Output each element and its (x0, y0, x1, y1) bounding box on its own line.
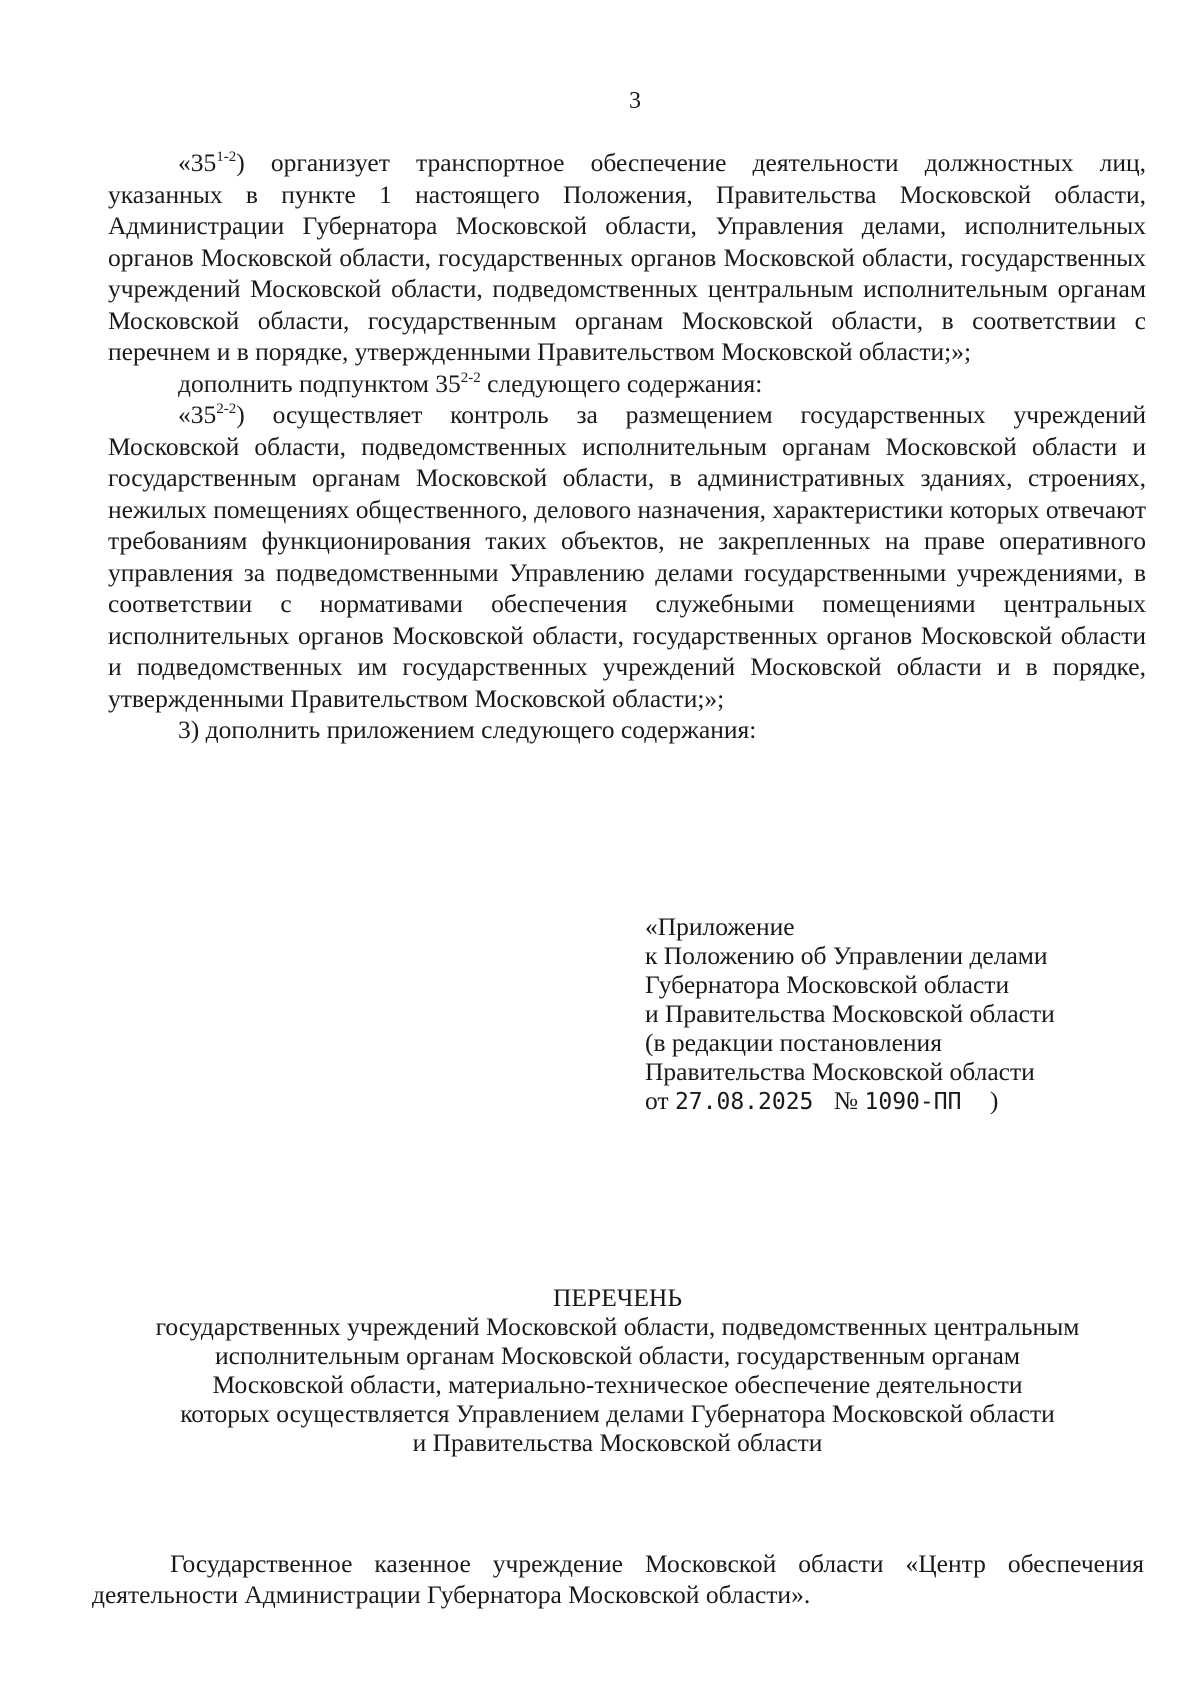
resolution-number: 1090-ПП (864, 1089, 962, 1115)
main-text (108, 147, 1146, 746)
list-title-block (0, 1283, 1200, 1457)
approval-line: Губернатора Московской области (645, 970, 1010, 999)
list-heading: ПЕРЕЧЕНЬ (553, 1283, 682, 1312)
list-title-line: Московской области, материально-техническое обеспечение деятельности (212, 1370, 1023, 1399)
approval-line: «Приложение (645, 912, 795, 941)
subclause-open: «35 (178, 400, 217, 429)
add-subclause-superscript: 2-2 (460, 369, 481, 386)
subclause-text: ) организует транспортное обеспечение деятельности должностных лиц, указанных в пункте 1 настоящего Положения, Правительства Московской области, Администрации Губернатора Московской области, Управления делами, исполнительных органов Московской области, государственных органов Московской области, государственных учреждений Московской области, подведомственных центральным исполнительным органам Московской области, государственным органам Московской области, в соответствии с перечнем и в порядке, утвержденными Правительством Московской области;»; (108, 148, 1146, 366)
paragraph-subclause-35-1-2 (108, 147, 1146, 368)
subclause-text: ) осуществляет контроль за размещением государственных учреждений Московской области, подведомственных исполнительным органам Московской области и государственным органам Московской области, в административных зданиях, строениях, нежилых помещениях общественного, делового назначения, характеристики которых отвечают требованиям функционирования таких объектов, не закрепленных на праве оперативного управления за подведомственными Управлению делами государственными учреждениями, в соответствии с нормативами обеспечения служебными помещениями центральных исполнительных органов Московской области, государственных органов Московской области и подведомственных им государственных учреждений Московской области и в порядке, утвержденными Правительством Московской области;»; (108, 400, 1146, 713)
institution-paragraph: Государственное казенное учреждение Московской области «Центр обеспечения деятельности Администрации Губернатора Московской области». (92, 1549, 1144, 1609)
list-title-line: государственных учреждений Московской области, подведомственных центральным (155, 1312, 1080, 1341)
list-title-line: и Правительства Московской области (412, 1428, 823, 1457)
approval-date-line (645, 1086, 1055, 1117)
approval-line: к Положению об Управлении делами (645, 941, 1048, 970)
paragraph-add-subclause (108, 368, 1146, 400)
appendix-approval-block (645, 912, 1055, 1117)
date-prefix: от (645, 1086, 669, 1115)
page-number: 3 (629, 88, 641, 114)
list-title-line: исполнительным органам Московской области, государственным органам (215, 1341, 1020, 1370)
approval-line: (в редакции постановления (645, 1028, 942, 1057)
number-sign: № (833, 1086, 859, 1115)
subclause-superscript: 1-2 (216, 149, 237, 165)
institution-entry (92, 1548, 1144, 1610)
approval-line: и Правительства Московской области (645, 999, 1055, 1028)
subclause-superscript: 2-2 (216, 401, 237, 417)
approval-line: Правительства Московской области (645, 1057, 1035, 1086)
add-subclause-tail: следующего содержания: (480, 368, 763, 398)
paragraph-subclause-35-2-2 (108, 399, 1146, 714)
add-appendix-text: 3) дополнить приложением следующего содержания: (178, 715, 757, 744)
closing-parenthesis: ) (989, 1086, 999, 1115)
resolution-date: 27.08.2025 (674, 1089, 814, 1115)
paragraph-add-appendix (108, 714, 1146, 746)
subclause-open: «35 (178, 148, 217, 177)
add-subclause-text: дополнить подпунктом 35 (178, 368, 461, 398)
list-title-line: которых осуществляется Управлением делами Губернатора Московской области (180, 1399, 1055, 1428)
